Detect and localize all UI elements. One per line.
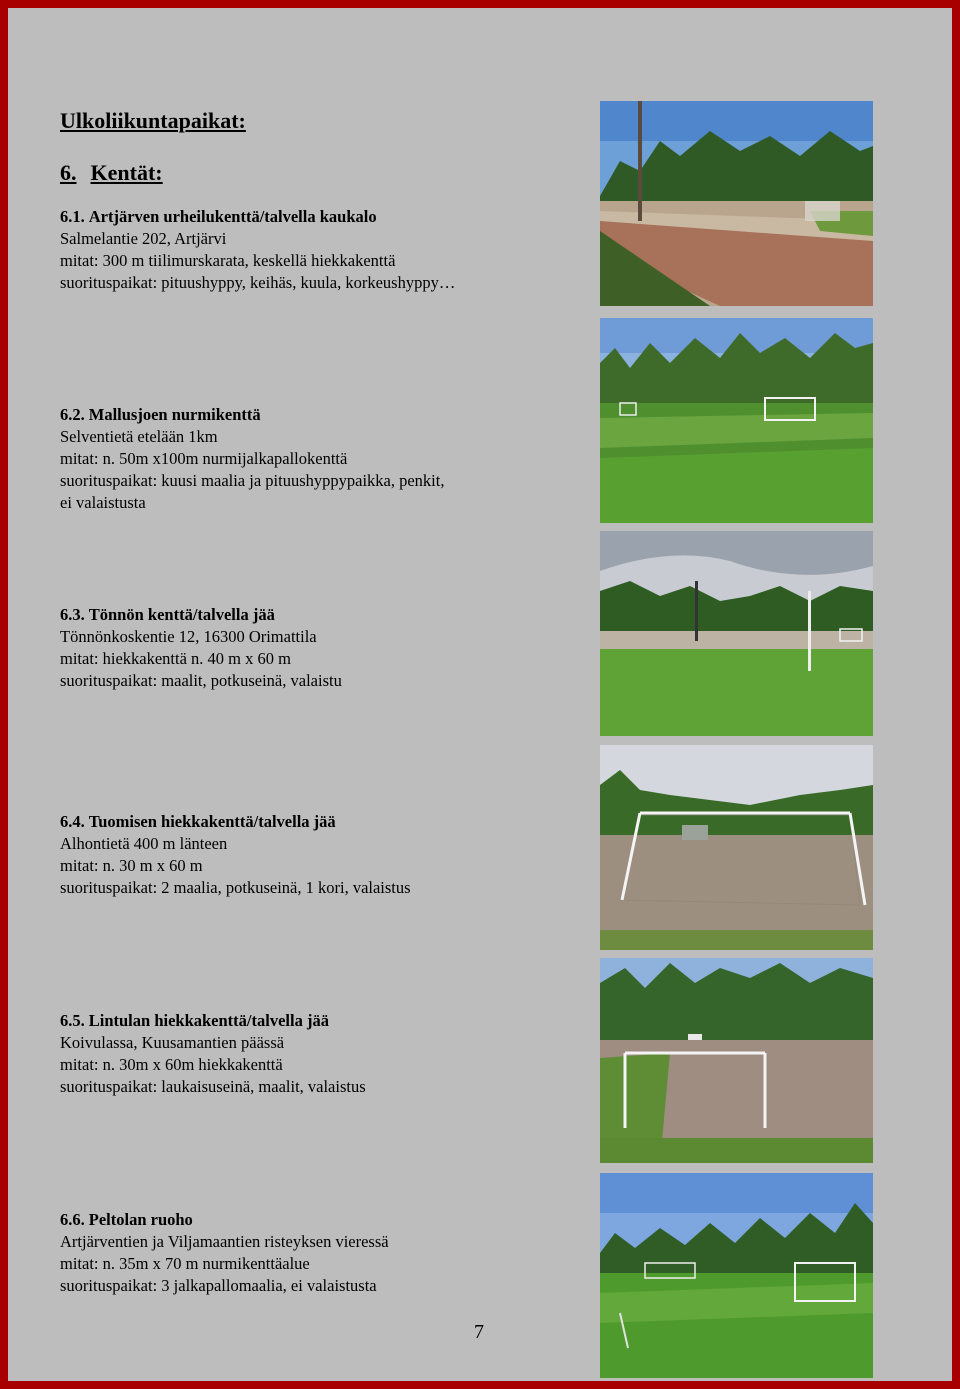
section-6-3 xyxy=(60,604,342,692)
section-line: suorituspaikat: 2 maalia, potkuseinä, 1 kori, valaistus xyxy=(60,878,411,897)
section-number: 6.3. xyxy=(60,605,85,624)
photo-tonno-field xyxy=(600,531,873,736)
section-line: Salmelantie 202, Artjärvi xyxy=(60,229,227,248)
section-title-text: Artjärven urheilukenttä/talvella kaukalo xyxy=(88,207,377,226)
section-number: 6.1. xyxy=(60,207,85,226)
document-page xyxy=(8,8,952,1381)
section-6-2 xyxy=(60,404,444,514)
section-6-1 xyxy=(60,206,455,294)
sub-heading xyxy=(60,160,163,186)
section-line: suorituspaikat: laukaisuseinä, maalit, valaistus xyxy=(60,1077,366,1096)
section-number: 6.4. xyxy=(60,812,85,831)
section-line: Artjärventien ja Viljamaantien risteyksen vieressä xyxy=(60,1232,389,1251)
section-6-5 xyxy=(60,1010,366,1098)
photo-tuominen-field xyxy=(600,745,873,950)
photo-peltola-field xyxy=(600,1173,873,1378)
section-line: Alhontietä 400 m länteen xyxy=(60,834,228,853)
section-title xyxy=(60,1209,389,1231)
section-title xyxy=(60,604,342,626)
section-title-text: Peltolan ruoho xyxy=(88,1210,193,1229)
section-title-text: Tuomisen hiekkakenttä/talvella jää xyxy=(88,812,336,831)
section-line: Tönnönkoskentie 12, 16300 Orimattila xyxy=(60,627,317,646)
section-title xyxy=(60,1010,366,1032)
section-line: suorituspaikat: pituushyppy, keihäs, kuula, korkeushyppy… xyxy=(60,273,456,292)
section-title xyxy=(60,811,411,833)
section-line: mitat: n. 50m x100m nurmijalkapallokenttä xyxy=(60,449,348,468)
section-number: 6.5. xyxy=(60,1011,85,1030)
section-number: 6.6. xyxy=(60,1210,85,1229)
section-line: Selventietä etelään 1km xyxy=(60,427,218,446)
section-line: mitat: hiekkakenttä n. 40 m x 60 m xyxy=(60,649,291,668)
photo-lintula-field xyxy=(600,958,873,1163)
sub-heading-number: 6. xyxy=(60,160,77,185)
section-title-text: Lintulan hiekkakenttä/talvella jää xyxy=(88,1011,329,1030)
section-6-4 xyxy=(60,811,411,899)
section-line: mitat: 300 m tiilimurskarata, keskellä hiekkakenttä xyxy=(60,251,396,270)
section-line: suorituspaikat: kuusi maalia ja pituushyppypaikka, penkit, xyxy=(60,471,445,490)
section-title xyxy=(60,206,455,228)
section-line: mitat: n. 30 m x 60 m xyxy=(60,856,203,875)
photo-artjarvi-field xyxy=(600,101,873,306)
main-heading: Ulkoliikuntapaikat: xyxy=(60,108,246,133)
photo-mallusjoki-field xyxy=(600,318,873,523)
sub-heading-text: Kentät: xyxy=(90,160,163,185)
section-line: mitat: n. 30m x 60m hiekkakenttä xyxy=(60,1055,283,1074)
section-line: ei valaistusta xyxy=(60,493,146,512)
section-number: 6.2. xyxy=(60,405,85,424)
section-title xyxy=(60,404,444,426)
section-line: Koivulassa, Kuusamantien päässä xyxy=(60,1033,285,1052)
section-title-text: Mallusjoen nurmikenttä xyxy=(88,405,261,424)
section-6-6 xyxy=(60,1209,389,1297)
section-title-text: Tönnön kenttä/talvella jää xyxy=(88,605,275,624)
section-line: suorituspaikat: maalit, potkuseinä, valaistu xyxy=(60,671,342,690)
section-line: suorituspaikat: 3 jalkapallomaalia, ei valaistusta xyxy=(60,1276,377,1295)
section-line: mitat: n. 35m x 70 m nurmikenttäalue xyxy=(60,1254,310,1273)
page-number: 7 xyxy=(474,1321,484,1343)
